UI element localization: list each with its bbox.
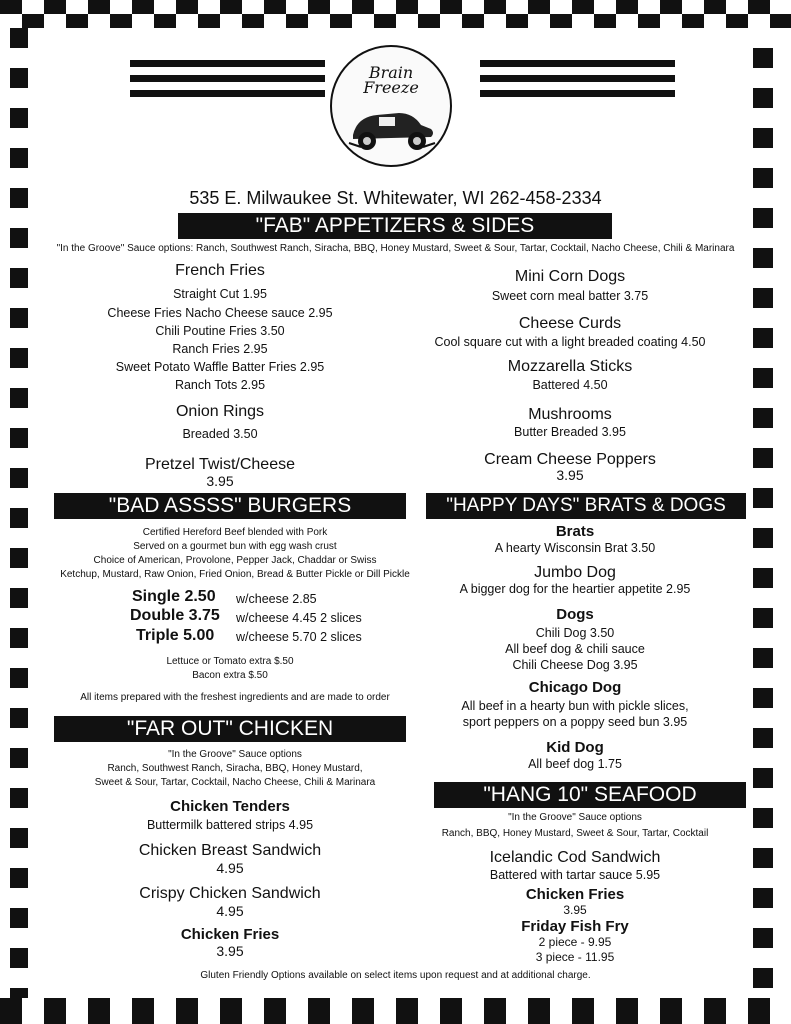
checkered-border-right — [753, 28, 773, 998]
logo-line1: Brain — [368, 63, 414, 82]
burgers-desc4: Ketchup, Mustard, Raw Onion, Fried Onion, Bread & Butter Pickle or Dill Pickle — [60, 569, 410, 580]
pretzel-price: 3.95 — [206, 473, 234, 489]
chicken-tenders-heading: Chicken Tenders — [170, 798, 290, 815]
seafood-banner: "HANG 10" SEAFOOD — [434, 782, 746, 808]
lettuce-extra: Lettuce or Tomato extra $.50 — [166, 656, 294, 667]
chicken-sauce2: Ranch, Southwest Ranch, Siracha, BBQ, Honey Mustard, — [107, 763, 363, 774]
burgers-banner: "BAD ASSSS" BURGERS — [54, 493, 406, 519]
chili-dog: Chili Dog 3.50 — [535, 626, 615, 640]
gluten-note: Gluten Friendly Options available on select items upon request and at additional charge. — [200, 970, 591, 981]
ranch-fries: Ranch Fries 2.95 — [172, 342, 268, 356]
brats-desc: A hearty Wisconsin Brat 3.50 — [494, 541, 656, 555]
seafood-chicken-fries-price: 3.95 — [563, 903, 587, 917]
appetizers-banner: "FAB" APPETIZERS & SIDES — [178, 213, 612, 239]
cod-sandwich-heading: Icelandic Cod Sandwich — [489, 849, 661, 866]
checkered-border-top — [0, 0, 791, 28]
cheese-fries: Cheese Fries Nacho Cheese sauce 2.95 — [107, 306, 333, 320]
pretzel-heading: Pretzel Twist/Cheese — [145, 456, 295, 473]
chicken-sauce3: Sweet & Sour, Tartar, Cocktail, Nacho Cheese, Chili & Marinara — [94, 777, 376, 788]
chili-dog-desc: All beef dog & chili sauce — [505, 642, 645, 656]
bacon-extra: Bacon extra $.50 — [192, 670, 268, 681]
chicken-fries-heading: Chicken Fries — [180, 926, 280, 943]
mini-corn-dogs-heading: Mini Corn Dogs — [514, 268, 626, 285]
dogs-heading: Dogs — [556, 606, 594, 623]
onion-rings-desc: Breaded 3.50 — [182, 427, 258, 441]
cream-cheese-heading: Cream Cheese Poppers — [484, 451, 656, 468]
burgers-desc1: Certified Hereford Beef blended with Pork — [142, 527, 328, 538]
sweet-potato-fries: Sweet Potato Waffle Batter Fries 2.95 — [115, 360, 325, 374]
decorative-stripes-right — [480, 60, 675, 105]
cream-cheese-price: 3.95 — [556, 467, 584, 483]
mini-corn-dogs-desc: Sweet corn meal batter 3.75 — [491, 289, 649, 303]
chicago-desc1: All beef in a hearty bun with pickle slices, — [461, 699, 689, 713]
burgers-desc3: Choice of American, Provolone, Pepper Jack, Chaddar or Swiss — [93, 555, 377, 566]
burger-double-cheese: w/cheese 4.45 2 slices — [236, 611, 362, 625]
seafood-sauce2: Ranch, BBQ, Honey Mustard, Sweet & Sour, Tartar, Cocktail — [441, 828, 709, 839]
logo-text — [332, 65, 450, 95]
onion-rings-heading: Onion Rings — [175, 403, 265, 420]
burger-single: Single 2.50 — [132, 588, 216, 605]
chicken-banner: "FAR OUT" CHICKEN — [54, 716, 406, 742]
burger-single-cheese: w/cheese 2.85 — [236, 592, 317, 606]
jumbo-dog-heading: Jumbo Dog — [534, 564, 616, 581]
mozzarella-heading: Mozzarella Sticks — [507, 358, 633, 375]
chicken-sauce1: "In the Groove" Sauce options — [168, 749, 302, 760]
mushrooms-heading: Mushrooms — [528, 406, 612, 423]
brain-freeze-logo — [330, 45, 452, 167]
crispy-chicken-price: 4.95 — [216, 903, 244, 919]
chili-poutine: Chili Poutine Fries 3.50 — [155, 324, 285, 338]
chicago-desc2: sport peppers on a poppy seed bun 3.95 — [462, 715, 688, 729]
fish-fry-two-piece: 2 piece - 9.95 — [538, 935, 612, 949]
fish-fry-heading: Friday Fish Fry — [521, 918, 629, 935]
cheese-curds-heading: Cheese Curds — [518, 315, 622, 332]
decorative-stripes-left — [130, 60, 325, 105]
logo-line2: Freeze — [363, 78, 419, 97]
appetizers-sauce-note: "In the Groove" Sauce options: Ranch, Southwest Ranch, Siracha, BBQ, Honey Mustard, Sweet & Sour, Tartar, Cocktail, Nacho Cheese, Chili & Marinara — [56, 243, 735, 254]
cheese-curds-desc: Cool square cut with a light breaded coating 4.50 — [434, 335, 706, 349]
burgers-desc2: Served on a gourmet bun with egg wash crust — [133, 541, 337, 552]
brats-banner: "HAPPY DAYS" BRATS & DOGS — [426, 493, 746, 519]
burger-triple-cheese: w/cheese 5.70 2 slices — [236, 630, 362, 644]
brats-heading: Brats — [555, 523, 595, 540]
burger-double: Double 3.75 — [130, 607, 220, 624]
hot-rod-car-icon — [343, 97, 439, 157]
fish-fry-three-piece: 3 piece - 11.95 — [535, 950, 615, 964]
burger-triple: Triple 5.00 — [136, 627, 215, 644]
seafood-sauce1: "In the Groove" Sauce options — [508, 812, 642, 823]
crispy-chicken-heading: Crispy Chicken Sandwich — [139, 885, 321, 902]
chicken-tenders-desc: Buttermilk battered strips 4.95 — [146, 818, 314, 832]
chicago-dog-heading: Chicago Dog — [528, 679, 622, 696]
mozzarella-desc: Battered 4.50 — [532, 378, 608, 392]
mushrooms-desc: Butter Breaded 3.95 — [514, 425, 626, 439]
kid-dog-heading: Kid Dog — [546, 739, 604, 756]
straight-cut: Straight Cut 1.95 — [173, 287, 267, 301]
french-fries-heading: French Fries — [175, 262, 265, 279]
seafood-chicken-fries-heading: Chicken Fries — [525, 886, 625, 903]
ranch-tots: Ranch Tots 2.95 — [174, 378, 266, 392]
chicken-breast-price: 4.95 — [216, 860, 244, 876]
checkered-border-bottom — [0, 998, 791, 1024]
jumbo-dog-desc: A bigger dog for the heartier appetite 2.95 — [459, 582, 691, 596]
cod-sandwich-desc: Battered with tartar sauce 5.95 — [489, 868, 661, 882]
fresh-note: All items prepared with the freshest ingredients and are made to order — [80, 692, 390, 703]
chicken-breast-heading: Chicken Breast Sandwich — [138, 842, 322, 859]
checkered-border-left — [10, 28, 28, 998]
chili-cheese-dog: Chili Cheese Dog 3.95 — [512, 658, 638, 672]
address-line: 535 E. Milwaukee St. Whitewater, WI 262-458-2334 — [189, 188, 602, 208]
kid-dog-desc: All beef dog 1.75 — [528, 757, 622, 771]
chicken-fries-price: 3.95 — [216, 943, 244, 959]
